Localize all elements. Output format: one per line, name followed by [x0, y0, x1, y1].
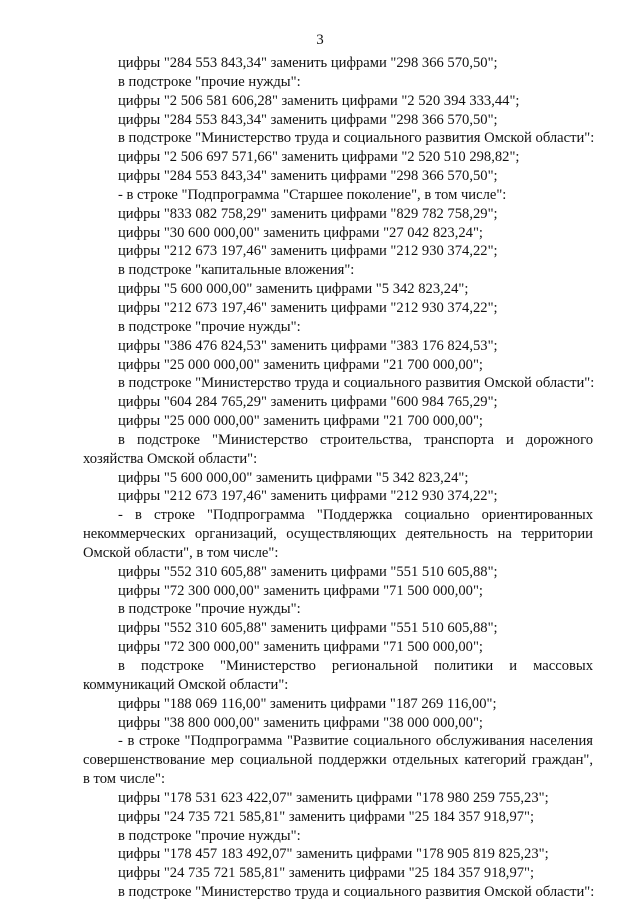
text-line: цифры "5 600 000,00" заменить цифрами "5 342 823,24"; — [118, 281, 469, 298]
text-line: в подстроке "прочие нужды": — [118, 827, 301, 844]
text-line: цифры "178 457 183 492,07" заменить цифрами "178 905 819 825,23"; — [118, 846, 549, 863]
text-line: - в строке "Подпрограмма "Поддержка социально ориентированных — [118, 507, 593, 524]
text-line: цифры "5 600 000,00" заменить цифрами "5 342 823,24"; — [118, 469, 469, 486]
text-line: - в строке "Подпрограмма "Старшее поколение", в том числе": — [118, 186, 507, 203]
text-line: цифры "24 735 721 585,81" заменить цифрами "25 184 357 918,97"; — [118, 808, 535, 825]
text-line: цифры "284 553 843,34" заменить цифрами "298 366 570,50"; — [118, 111, 498, 128]
text-line: в подстроке "Министерство региональной политики и массовых — [118, 658, 593, 674]
text-line: цифры "25 000 000,00" заменить цифрами "21 700 000,00"; — [118, 413, 483, 430]
text-line: цифры "386 476 824,53" заменить цифрами "383 176 824,53"; — [118, 337, 498, 354]
text-line: - в строке "Подпрограмма "Развитие социального обслуживания населения — [118, 733, 593, 750]
text-line: Омской области", в том числе": — [83, 544, 279, 561]
document-body — [83, 54, 593, 902]
text-line: в подстроке "Министерство строительства, транспорта и дорожного — [118, 431, 593, 448]
text-line: цифры "25 000 000,00" заменить цифрами "21 700 000,00"; — [118, 356, 483, 373]
text-line: в подстроке "прочие нужды": — [118, 601, 301, 618]
text-line: цифры "212 673 197,46" заменить цифрами "212 930 374,22"; — [118, 299, 498, 316]
text-line: в подстроке "Министерство труда и социального развития Омской области": — [118, 130, 595, 147]
text-line: цифры "2 506 697 571,66" заменить цифрами "2 520 510 298,82"; — [118, 149, 520, 166]
text-line: цифры "178 531 623 422,07" заменить цифрами "178 980 259 755,23"; — [118, 789, 549, 806]
text-line: цифры "284 553 843,34" заменить цифрами "298 366 570,50"; — [118, 55, 498, 71]
text-line: в подстроке "прочие нужды": — [118, 73, 301, 90]
text-line: некоммерческих организаций, осуществляющих деятельность на территории — [83, 526, 593, 543]
text-line: цифры "833 082 758,29" заменить цифрами "829 782 758,29"; — [118, 205, 498, 222]
text-line: цифры "212 673 197,46" заменить цифрами "212 930 374,22"; — [118, 488, 498, 505]
text-line: цифры "2 506 581 606,28" заменить цифрами "2 520 394 333,44"; — [118, 92, 520, 109]
text-line: в подстроке "Министерство труда и социального развития Омской области": — [118, 884, 595, 901]
text-line: в подстроке "Министерство труда и социального развития Омской области": — [118, 375, 595, 392]
text-line: цифры "212 673 197,46" заменить цифрами "212 930 374,22"; — [118, 243, 498, 260]
text-line: хозяйства Омской области": — [83, 450, 258, 467]
page-number: 3 — [316, 32, 324, 48]
text-line: цифры "552 310 605,88" заменить цифрами "551 510 605,88"; — [118, 563, 498, 580]
text-line: цифры "38 800 000,00" заменить цифрами "38 000 000,00"; — [118, 714, 483, 731]
text-line: цифры "72 300 000,00" заменить цифрами "71 500 000,00"; — [118, 639, 483, 656]
text-line: цифры "552 310 605,88" заменить цифрами "551 510 605,88"; — [118, 620, 498, 637]
text-line: в подстроке "прочие нужды": — [118, 318, 301, 335]
text-line: совершенствование мер социальной поддержки отдельных категорий граждан", — [83, 752, 593, 769]
text-line: в том числе": — [83, 771, 166, 788]
text-line: цифры "24 735 721 585,81" заменить цифрами "25 184 357 918,97"; — [118, 865, 535, 882]
text-line: цифры "604 284 765,29" заменить цифрами "600 984 765,29"; — [118, 394, 498, 411]
text-line: цифры "30 600 000,00" заменить цифрами "27 042 823,24"; — [118, 224, 483, 241]
text-line: цифры "188 069 116,00" заменить цифрами "187 269 116,00"; — [118, 695, 497, 712]
text-line: в подстроке "капитальные вложения": — [118, 262, 355, 279]
text-line: цифры "284 553 843,34" заменить цифрами "298 366 570,50"; — [118, 168, 498, 185]
text-line: коммуникаций Омской области": — [83, 676, 289, 693]
text-line: цифры "72 300 000,00" заменить цифрами "71 500 000,00"; — [118, 582, 483, 599]
